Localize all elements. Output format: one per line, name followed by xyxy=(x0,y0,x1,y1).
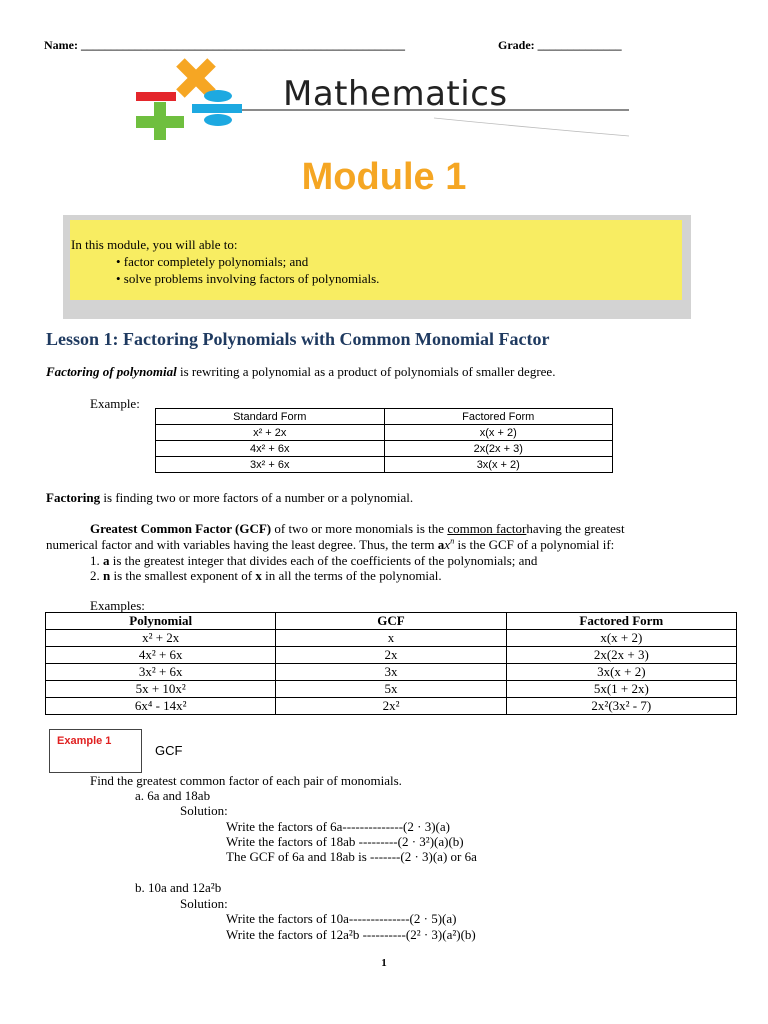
table-cell: 5x + 10x² xyxy=(46,681,276,698)
name-label: Name: xyxy=(44,38,81,52)
gcf-text: numerical factor and with variables having the least degree. Thus, the term xyxy=(46,537,438,552)
table-row xyxy=(46,664,737,681)
table-cell: x² + 2x xyxy=(46,630,276,647)
solution-label: Solution: xyxy=(180,803,228,818)
table-cell: x(x + 2) xyxy=(384,425,613,441)
table-row xyxy=(46,681,737,698)
table-header: Standard Form xyxy=(156,409,385,425)
lesson-title: Lesson 1: Factoring Polynomials with Common Monomial Factor xyxy=(46,329,550,349)
table-cell: 3x² + 6x xyxy=(156,457,385,473)
table-row xyxy=(46,647,737,664)
table-header: Polynomial xyxy=(46,613,276,630)
condition-term: a xyxy=(103,553,110,568)
grade-blank: ______________ xyxy=(537,38,622,52)
condition-term: n xyxy=(103,568,111,583)
table-cell: x² + 2x xyxy=(156,425,385,441)
table-row xyxy=(156,457,613,473)
gcf-paragraph-line2 xyxy=(46,537,614,553)
table-cell: 4x² + 6x xyxy=(156,441,385,457)
table-cell: x(x + 2) xyxy=(506,630,736,647)
standard-factored-table xyxy=(155,408,613,473)
table-cell: 6x⁴ - 14x² xyxy=(46,698,276,715)
objectives-intro: In this module, you will able to: xyxy=(71,237,238,252)
table-cell: 2x xyxy=(276,647,506,664)
factoring-paragraph xyxy=(46,490,413,506)
gcf-term-a: a xyxy=(437,537,445,552)
condition-number: 2. xyxy=(90,568,103,583)
gcf-underlined: common factor xyxy=(447,521,527,536)
grade-field xyxy=(498,38,622,53)
solution-line: Write the factors of 10a--------------(2 · 5)(a) xyxy=(226,911,457,926)
definition-text: is rewriting a polynomial as a product of polynomials of smaller degree. xyxy=(176,364,556,379)
gcf-term-x: x xyxy=(444,537,451,552)
examples-label: Examples: xyxy=(90,598,145,613)
table-cell: 2x² xyxy=(276,698,506,715)
module-title: Module 1 xyxy=(301,156,467,198)
table-header: GCF xyxy=(276,613,506,630)
grade-label: Grade: xyxy=(498,38,538,52)
condition-text: is the smallest exponent of xyxy=(110,568,256,583)
table-row xyxy=(46,630,737,647)
table-row xyxy=(46,698,737,715)
name-field xyxy=(44,38,405,53)
condition-text: is the greatest integer that divides each of the coefficients of the polynomials; and xyxy=(109,553,538,568)
table-cell: 5x(1 + 2x) xyxy=(506,681,736,698)
gcf-text: is the GCF of a polynomial if: xyxy=(454,537,615,552)
logo-text: Mathematics xyxy=(283,74,508,114)
solution-line: The GCF of 6a and 18ab is -------(2 · 3)(a) or 6a xyxy=(226,849,477,864)
gcf-term-n: n xyxy=(450,535,455,546)
page-number: 1 xyxy=(381,957,387,969)
table-cell: 5x xyxy=(276,681,506,698)
table-cell: 2x(2x + 3) xyxy=(506,647,736,664)
gcf-paragraph-line1 xyxy=(90,521,625,537)
table-cell: 3x² + 6x xyxy=(46,664,276,681)
table-row xyxy=(156,425,613,441)
gcf-table xyxy=(45,612,737,715)
gcf-text: having the greatest xyxy=(526,521,625,536)
table-header: Factored Form xyxy=(506,613,736,630)
table-cell: 3x(x + 2) xyxy=(384,457,613,473)
solution-line: Write the factors of 6a--------------(2 · 3)(a) xyxy=(226,819,450,834)
table-cell: 3x xyxy=(276,664,506,681)
definition-paragraph xyxy=(46,364,555,380)
solution-line: Write the factors of 12a²b ----------(2² · 3)(a²)(b) xyxy=(226,927,476,942)
solution-label: Solution: xyxy=(180,896,228,911)
table-cell: 3x(x + 2) xyxy=(506,664,736,681)
example-label: Example: xyxy=(90,396,140,411)
solution-line: Write the factors of 18ab ---------(2 · 3²)(a)(b) xyxy=(226,834,464,849)
factoring-text: is finding two or more factors of a number or a polynomial. xyxy=(100,490,414,505)
example-1-label: Example 1 xyxy=(57,735,112,747)
table-cell: x xyxy=(276,630,506,647)
table-header: Factored Form xyxy=(384,409,613,425)
example-topic: GCF xyxy=(155,743,183,758)
condition-text: in all the terms of the polynomial. xyxy=(261,568,442,583)
factoring-term: Factoring xyxy=(46,490,101,505)
condition-term: x xyxy=(255,568,262,583)
table-cell: 4x² + 6x xyxy=(46,647,276,664)
table-cell: 2x(2x + 3) xyxy=(384,441,613,457)
table-row xyxy=(156,441,613,457)
gcf-condition-2 xyxy=(90,568,442,584)
gcf-condition-1 xyxy=(90,553,537,569)
gcf-term: Greatest Common Factor (GCF) xyxy=(90,521,272,536)
gcf-text: of two or more monomials is the xyxy=(271,521,448,536)
example-instruction: Find the greatest common factor of each pair of monomials. xyxy=(90,773,402,788)
condition-number: 1. xyxy=(90,553,103,568)
definition-term: Factoring of polynomial xyxy=(46,364,177,379)
example-part-b: b. 10a and 12a²b xyxy=(135,880,222,895)
table-cell: 2x²(3x² - 7) xyxy=(506,698,736,715)
objective-item: • factor completely polynomials; and xyxy=(116,254,309,269)
example-part-a: a. 6a and 18ab xyxy=(135,788,211,803)
objective-item: • solve problems involving factors of polynomials. xyxy=(116,271,380,286)
name-blank: ______________________________________________________ xyxy=(80,38,405,52)
